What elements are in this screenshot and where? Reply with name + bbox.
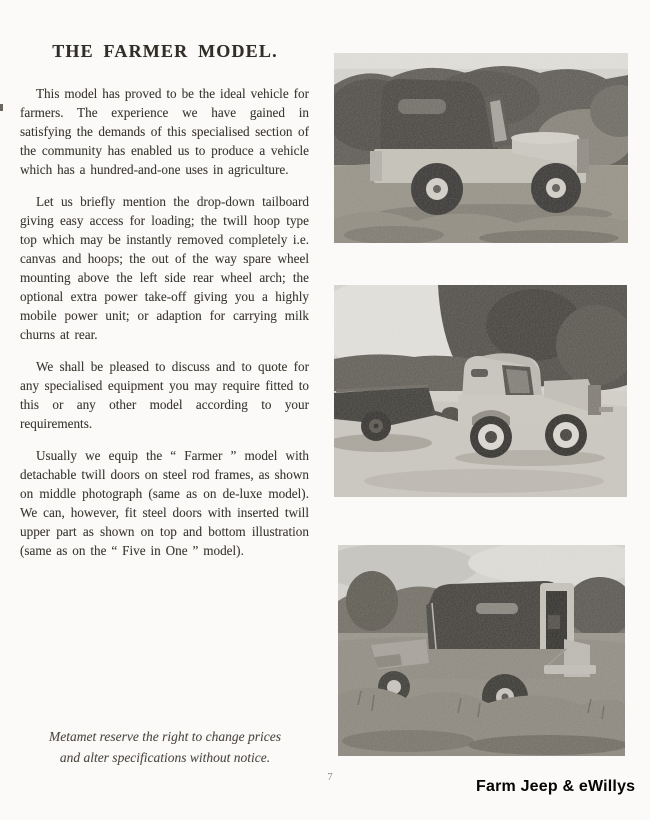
farmer-jeep-with-trailer-photo xyxy=(334,285,627,497)
farmer-jeep-rear-three-quarter-view-photo xyxy=(338,545,625,756)
footnote-line-2: and alter specifications without notice. xyxy=(59,750,271,765)
jeep-rear-view-illustration xyxy=(338,545,625,756)
price-change-footnote xyxy=(18,726,312,768)
scan-artifact xyxy=(0,104,3,111)
article-body xyxy=(20,84,309,573)
page-number: 7 xyxy=(327,772,333,783)
jeep-trailer-illustration xyxy=(334,285,627,497)
jeep-side-view-illustration xyxy=(334,53,628,243)
footnote-line-1: Metamet reserve the right to change prices xyxy=(49,729,281,744)
page-title: THE FARMER MODEL. xyxy=(52,41,278,61)
paragraph-features: Let us briefly mention the drop-down tailboard giving easy access for loading; the twill hoop type top which may be instantly removed completely i.e. canvas and hoops; the out of the way spare wheel mounting above the left side rear wheel arch; the optional extra power take-off giving you a highly mobile power unit; or adaption for carrying milk churns at rear. xyxy=(20,194,309,342)
paragraph-intro: This model has proved to be the ideal vehicle for farmers. The experience we have gained in satisfying the demands of this specialised section of the community has enabled us to produce a vehicle which has a hundred-and-one uses in agriculture. xyxy=(20,86,309,177)
paragraph-doors: Usually we equip the “ Farmer ” model with detachable twill doors on steel rod frames, as shown on middle photograph (same as on de-luxe model). We can, however, fit steel doors with inserted twill upper part as shown on top and bottom illustration (same as on the “ Five in One ” model). xyxy=(20,448,309,558)
paragraph-equipment: We shall be pleased to discuss and to quote for any specialised equipment you may require fitted to this or any other model according to your requirements. xyxy=(20,359,309,431)
farmer-jeep-canvas-top-side-view-photo xyxy=(334,53,628,243)
watermark-text: Farm Jeep & eWillys xyxy=(476,778,636,795)
